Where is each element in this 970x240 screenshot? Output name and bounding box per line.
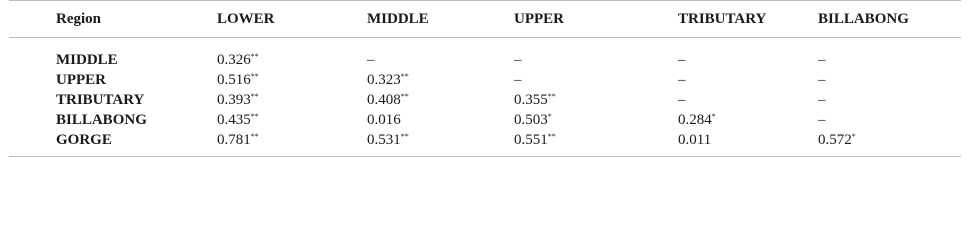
cell-value: – (514, 51, 522, 68)
table-cell (217, 130, 367, 156)
cell-value: 0.408 (367, 91, 401, 108)
cell-value: 0.355 (514, 91, 548, 108)
row-label: MIDDLE (56, 51, 118, 68)
header-middle: MIDDLE (367, 1, 514, 38)
pairwise-table-container (9, 0, 961, 157)
table-cell (678, 130, 818, 156)
cell-value: – (818, 51, 826, 68)
table-row (9, 130, 961, 156)
table-cell (818, 70, 961, 90)
header-region: Region (9, 1, 217, 38)
table-header (9, 1, 961, 38)
cell-value: – (818, 71, 826, 88)
header-upper: UPPER (514, 1, 678, 38)
significance-marker: ** (547, 91, 556, 101)
table-cell (678, 38, 818, 71)
table-bottom-rule (9, 156, 961, 157)
table-cell (367, 110, 514, 130)
table-cell (514, 110, 678, 130)
significance-marker: ** (250, 131, 259, 141)
cell-value: 0.435 (217, 111, 251, 128)
significance-marker: * (851, 131, 856, 141)
table-cell (367, 90, 514, 110)
pairwise-comparison-table (9, 1, 961, 156)
cell-value: – (367, 51, 375, 68)
cell-value: 0.326 (217, 51, 251, 68)
table-cell (818, 110, 961, 130)
cell-value: 0.016 (367, 111, 401, 128)
cell-value: 0.323 (367, 71, 401, 88)
cell-value: – (818, 111, 826, 128)
significance-marker: ** (250, 71, 259, 81)
significance-marker: * (711, 111, 716, 121)
cell-value: 0.503 (514, 111, 548, 128)
cell-value: 0.516 (217, 71, 251, 88)
cell-value: – (678, 71, 686, 88)
table-cell (514, 90, 678, 110)
table-cell (514, 38, 678, 71)
table-body (9, 38, 961, 157)
table-cell (678, 110, 818, 130)
header-lower: LOWER (217, 1, 367, 38)
table-cell (217, 70, 367, 90)
table-cell (367, 70, 514, 90)
row-label: UPPER (56, 71, 106, 88)
significance-marker: ** (547, 131, 556, 141)
cell-value: – (678, 51, 686, 68)
table-cell (367, 130, 514, 156)
significance-marker: ** (250, 91, 259, 101)
header-row (9, 1, 961, 38)
cell-value: 0.284 (678, 111, 712, 128)
cell-value: 0.572 (818, 131, 852, 148)
table-cell (367, 38, 514, 71)
cell-value: – (818, 91, 826, 108)
cell-value: 0.393 (217, 91, 251, 108)
table-row (9, 90, 961, 110)
table-row (9, 110, 961, 130)
table-cell (217, 110, 367, 130)
significance-marker: * (547, 111, 552, 121)
cell-value: 0.551 (514, 131, 548, 148)
table-cell (678, 90, 818, 110)
cell-value: – (514, 71, 522, 88)
table-cell (514, 130, 678, 156)
header-tributary: TRIBUTARY (678, 1, 818, 38)
cell-value: – (678, 91, 686, 108)
cell-value: 0.011 (678, 131, 712, 148)
significance-marker: ** (400, 71, 409, 81)
cell-value: 0.531 (367, 131, 401, 148)
table-row (9, 70, 961, 90)
table-cell (514, 70, 678, 90)
header-billabong: BILLABONG (818, 1, 961, 38)
table-row (9, 38, 961, 71)
row-label: GORGE (56, 131, 112, 148)
row-label: BILLABONG (56, 111, 147, 128)
table-cell (818, 90, 961, 110)
table-cell (818, 130, 961, 156)
table-cell (818, 38, 961, 71)
table-cell (217, 90, 367, 110)
significance-marker: ** (250, 51, 259, 61)
significance-marker: ** (250, 111, 259, 121)
significance-marker: ** (400, 131, 409, 141)
significance-marker: ** (400, 91, 409, 101)
cell-value: 0.781 (217, 131, 251, 148)
table-cell (678, 70, 818, 90)
table-cell (217, 38, 367, 71)
row-label: TRIBUTARY (56, 91, 145, 108)
